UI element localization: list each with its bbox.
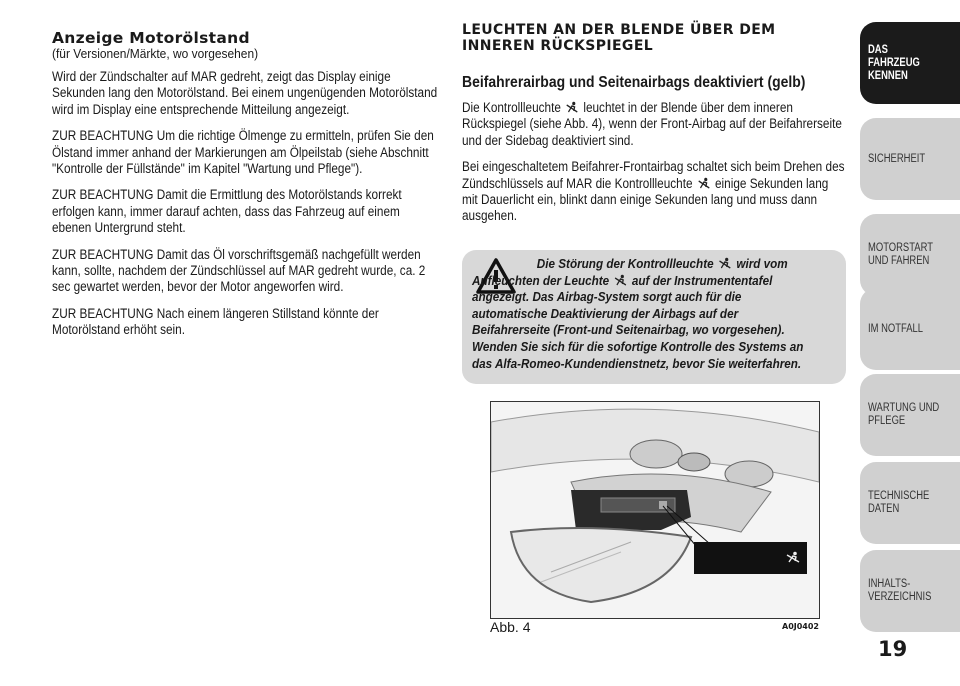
tab-wartung-und-pflege[interactable] (860, 374, 960, 456)
tab-inhaltsverzeichnis[interactable] (860, 550, 960, 632)
section-heading: LEUCHTEN AN DER BLENDE ÜBER DEM INNEREN RÜCKSPIEGEL (462, 22, 776, 54)
warning-text (472, 256, 814, 372)
airbag-off-icon (719, 257, 732, 270)
section-subheading: (für Versionen/Märkte, wo vorgesehen) (52, 46, 259, 61)
overhead-console-illustration (491, 402, 819, 618)
paragraph: ZUR BEACHTUNG Damit das Öl vorschriftsgemäß nachgefüllt werden kann, sollte, nachdem der Zündschlüssel auf MAR gedreht wurde, ca. 2 sec gewartet werden, bevor der Motor angeworfen wird. (52, 246, 426, 295)
tab-label: INHALTS-VERZEICHNIS (868, 578, 932, 603)
tab-label: IM NOTFALL (868, 322, 924, 335)
tab-das-fahrzeug-kennen[interactable] (860, 22, 960, 104)
page-number: 19 (878, 637, 908, 661)
paragraph-text: einige Sekunden lang mit Dauerlicht ein, blinkt dann einige Sekunden lang und muss dann ausgehen. (462, 175, 829, 224)
figure-overhead-console (490, 401, 820, 619)
paragraph: ZUR BEACHTUNG Nach einem längeren Stillstand könnte der Motorölstand erhöht sein. (52, 305, 379, 338)
paragraph (462, 159, 846, 225)
paragraph-text: Die Kontrollleuchte (462, 100, 561, 115)
paragraph (462, 100, 846, 149)
tab-label: MOTORSTART UND FAHREN (868, 242, 933, 267)
tab-label: SICHERHEIT (868, 152, 926, 165)
figure-code: A0J0402 (782, 622, 819, 631)
paragraph: ZUR BEACHTUNG Um die richtige Ölmenge zu ermitteln, prüfen Sie den Ölstand immer anhand der Markierungen am Ölpeilstab (siehe Abschnitt "Kontrolle der Füllstände" im Kapitel "Wartung und Pflege"). (52, 128, 434, 177)
right-column (462, 22, 848, 235)
warning-box (462, 250, 846, 384)
tab-label: DAS FAHRZEUG KENNEN (868, 43, 920, 82)
tab-technische-daten[interactable] (860, 462, 960, 544)
paragraph-text: leuchtet in der Blende über dem inneren Rückspiegel (siehe Abb. 4), wenn der Front-Airbag auf der Beifahrerseite und der Sidebag deaktiviert sind. (462, 100, 842, 148)
tab-sicherheit[interactable] (860, 118, 960, 200)
paragraph: ZUR BEACHTUNG Damit die Ermittlung des Motorölstands korrekt erfolgen kann, immer darauf achten, dass das Fahrzeug auf einem ebenen Untergrund steht. (52, 187, 402, 236)
section-heading: Anzeige Motorölstand (52, 29, 250, 47)
paragraph-text: Bei eingeschaltetem Beifahrer-Frontairbag schaltet sich beim Drehen des Zündschlüssels auf MAR die Kontrollleuchte (462, 159, 845, 191)
tab-im-notfall[interactable] (860, 288, 960, 370)
figure-label: Abb. 4 (490, 619, 531, 635)
airbag-off-icon (566, 101, 578, 114)
warning-text-part: auf der Instrumententafel angezeigt. Das Airbag-System sorgt auch für die automatische Deaktivierung der Airbags auf der Beifahrerseite (Front-und Seitenairbag, wo vorgesehen). Wenden Sie sich für die sofortige Kontrolle des Systems an das Alfa-Romeo-Kundendienstnetz, bevor Sie weiterfahren. (472, 272, 804, 371)
left-column (52, 30, 440, 349)
tab-label: WARTUNG UND PFLEGE (868, 402, 940, 427)
paragraph: Wird der Zündschalter auf MAR gedreht, zeigt das Display einige Sekunden lang den Motorölstand. Bei einem ungenügenden Motorölstand wird im Display eine entsprechende Mitteilung angezeigt. (52, 69, 438, 117)
airbag-off-icon (614, 274, 627, 287)
warning-text-part: Die Störung der Kontrollleuchte (536, 256, 714, 271)
tab-motorstart-und-fahren[interactable] (860, 214, 960, 296)
section-subheading: Beifahrerairbag und Seitenairbags deaktiviert (gelb) (462, 74, 806, 91)
tab-label: TECHNISCHE DATEN (868, 490, 930, 515)
airbag-off-icon (698, 177, 710, 190)
warning-text-part: wird vom Aufleuchten der Leuchte (472, 256, 788, 288)
